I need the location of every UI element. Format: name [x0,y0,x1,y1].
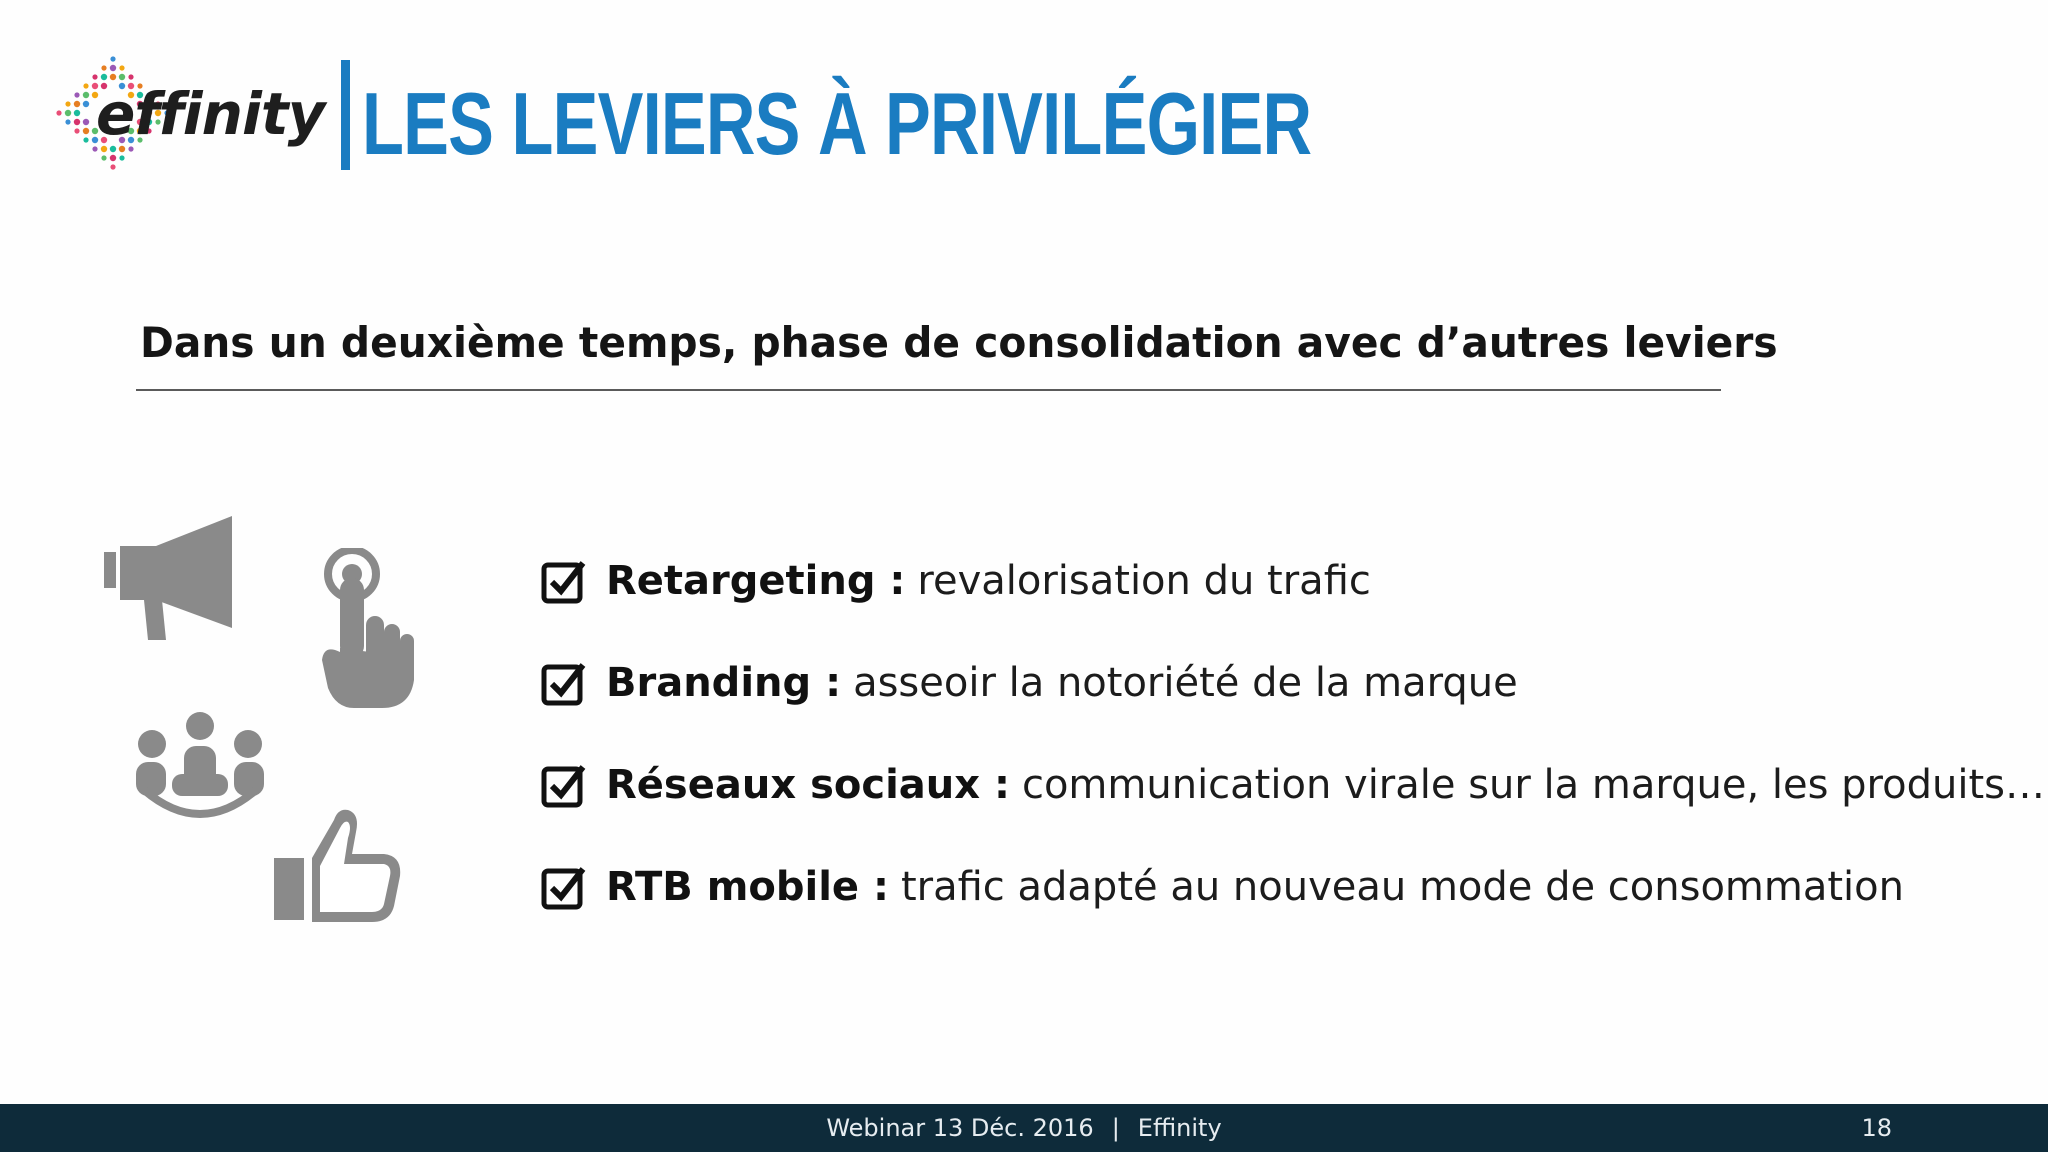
checkbox-checked-icon [541,558,587,604]
tap-hand-icon [314,548,418,710]
bullet-description: revalorisation du trafic [917,558,1371,604]
bullet-term: RTB mobile : [606,864,889,910]
bullet-description: trafic adapté au nouveau mode de consommation [900,864,1904,910]
list-item [541,734,2045,836]
subtitle-underline [136,389,1721,391]
bullet-description: asseoir la notoriété de la marque [853,660,1518,706]
footer-bar [0,1104,2048,1152]
footer-separator: | [1111,1114,1120,1142]
checkbox-checked-icon [541,762,587,808]
page-title: LES LEVIERS À PRIVILÉGIER [362,74,1312,173]
megaphone-icon [104,512,236,644]
bullet-term: Branding : [606,660,842,706]
list-item [541,530,2045,632]
footer-event: Webinar 13 Déc. 2016 [826,1114,1094,1142]
effinity-logo [48,48,325,178]
levers-list [541,530,2045,938]
checkbox-checked-icon [541,660,587,706]
bullet-description: communication virale sur la marque, les produits… [1021,762,2045,808]
footer-company: Effinity [1137,1114,1222,1142]
footer-caption [0,1104,2048,1152]
checkbox-checked-icon [541,864,587,910]
section-subtitle: Dans un deuxième temps, phase de consolidation avec d’autres leviers [140,318,1778,367]
list-item [541,836,2045,938]
list-item [541,632,2045,734]
bullet-term: Réseaux sociaux : [606,762,1010,808]
logo-wordmark: effinity [96,80,325,148]
bullet-term: Retargeting : [606,558,906,604]
page-number: 18 [1861,1114,1892,1142]
group-icon [136,708,264,820]
thumbs-up-icon [272,806,404,926]
title-accent-bar [341,60,350,170]
